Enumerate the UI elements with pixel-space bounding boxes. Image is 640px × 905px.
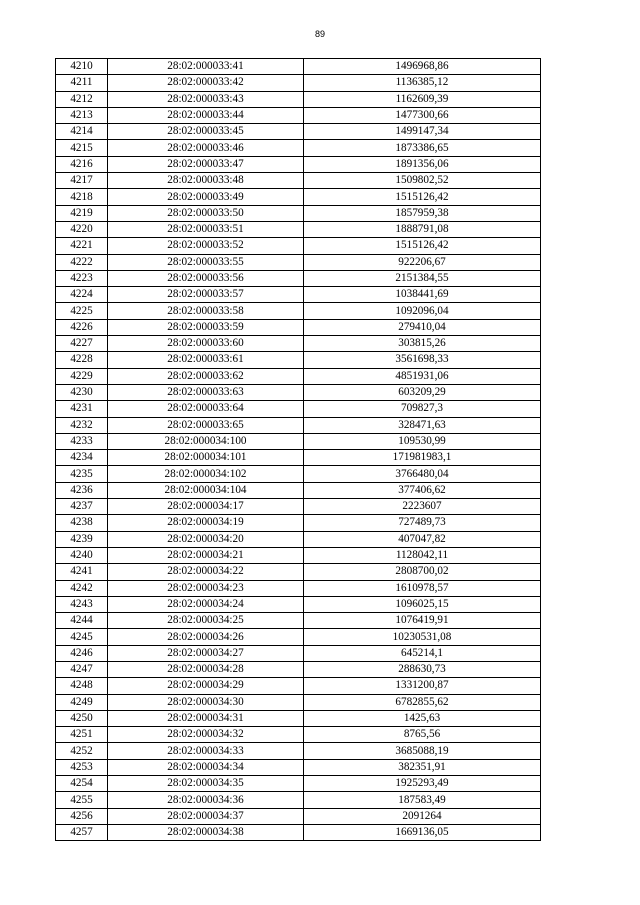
cadastral-value-cell: 727489,73: [304, 515, 541, 531]
row-number-cell: 4232: [56, 417, 108, 433]
table-row: [56, 238, 541, 254]
cadastral-number-cell: 28:02:000034:32: [108, 727, 304, 743]
table-row: [56, 401, 541, 417]
cadastral-number-cell: 28:02:000033:44: [108, 107, 304, 123]
cadastral-number-cell: 28:02:000033:57: [108, 287, 304, 303]
cadastral-value-cell: 2808700,02: [304, 564, 541, 580]
table-row: [56, 303, 541, 319]
table-row: [56, 629, 541, 645]
cadastral-number-cell: 28:02:000033:46: [108, 140, 304, 156]
table-row: [56, 270, 541, 286]
row-number-cell: 4242: [56, 580, 108, 596]
cadastral-value-cell: 303815,26: [304, 336, 541, 352]
cadastral-number-cell: 28:02:000034:102: [108, 466, 304, 482]
cadastral-value-cell: 1136385,12: [304, 75, 541, 91]
cadastral-value-cell: 288630,73: [304, 661, 541, 677]
cadastral-value-cell: 407047,82: [304, 531, 541, 547]
cadastral-number-cell: 28:02:000033:51: [108, 221, 304, 237]
cadastral-value-cell: 1499147,34: [304, 124, 541, 140]
cadastral-number-cell: 28:02:000033:61: [108, 352, 304, 368]
table-row: [56, 499, 541, 515]
row-number-cell: 4248: [56, 678, 108, 694]
row-number-cell: 4231: [56, 401, 108, 417]
cadastral-number-cell: 28:02:000033:45: [108, 124, 304, 140]
row-number-cell: 4223: [56, 270, 108, 286]
row-number-cell: 4230: [56, 384, 108, 400]
cadastral-value-cell: 3685088,19: [304, 743, 541, 759]
row-number-cell: 4243: [56, 596, 108, 612]
row-number-cell: 4219: [56, 205, 108, 221]
cadastral-value-cell: 1331200,87: [304, 678, 541, 694]
row-number-cell: 4235: [56, 466, 108, 482]
table-row: [56, 156, 541, 172]
row-number-cell: 4211: [56, 75, 108, 91]
cadastral-value-cell: 2151384,55: [304, 270, 541, 286]
table-row: [56, 694, 541, 710]
cadastral-value-cell: 3561698,33: [304, 352, 541, 368]
cadastral-value-cell: 1925293,49: [304, 776, 541, 792]
cadastral-number-cell: 28:02:000034:21: [108, 547, 304, 563]
table-row: [56, 466, 541, 482]
cadastral-number-cell: 28:02:000033:41: [108, 59, 304, 75]
row-number-cell: 4227: [56, 336, 108, 352]
cadastral-value-cell: 1076419,91: [304, 613, 541, 629]
table-row: [56, 336, 541, 352]
table-row: [56, 450, 541, 466]
cadastral-number-cell: 28:02:000033:62: [108, 368, 304, 384]
row-number-cell: 4250: [56, 710, 108, 726]
table-row: [56, 727, 541, 743]
row-number-cell: 4213: [56, 107, 108, 123]
cadastral-number-cell: 28:02:000033:63: [108, 384, 304, 400]
cadastral-number-cell: 28:02:000034:34: [108, 759, 304, 775]
row-number-cell: 4218: [56, 189, 108, 205]
cadastral-value-cell: 1891356,06: [304, 156, 541, 172]
row-number-cell: 4255: [56, 792, 108, 808]
row-number-cell: 4233: [56, 433, 108, 449]
cadastral-value-cell: 603209,29: [304, 384, 541, 400]
table-row: [56, 384, 541, 400]
table-row: [56, 564, 541, 580]
row-number-cell: 4249: [56, 694, 108, 710]
cadastral-value-cell: 377406,62: [304, 482, 541, 498]
table-row: [56, 433, 541, 449]
cadastral-value-table: [55, 58, 541, 841]
table-row: [56, 645, 541, 661]
table-row: [56, 91, 541, 107]
row-number-cell: 4210: [56, 59, 108, 75]
row-number-cell: 4229: [56, 368, 108, 384]
row-number-cell: 4215: [56, 140, 108, 156]
cadastral-value-cell: 187583,49: [304, 792, 541, 808]
cadastral-number-cell: 28:02:000034:17: [108, 499, 304, 515]
cadastral-number-cell: 28:02:000034:104: [108, 482, 304, 498]
cadastral-value-cell: 10230531,08: [304, 629, 541, 645]
table-row: [56, 792, 541, 808]
cadastral-value-cell: 1096025,15: [304, 596, 541, 612]
row-number-cell: 4251: [56, 727, 108, 743]
table-row: [56, 547, 541, 563]
cadastral-number-cell: 28:02:000033:52: [108, 238, 304, 254]
table-row: [56, 368, 541, 384]
row-number-cell: 4254: [56, 776, 108, 792]
row-number-cell: 4228: [56, 352, 108, 368]
table-row: [56, 776, 541, 792]
row-number-cell: 4234: [56, 450, 108, 466]
cadastral-value-cell: 1857959,38: [304, 205, 541, 221]
cadastral-number-cell: 28:02:000034:31: [108, 710, 304, 726]
cadastral-number-cell: 28:02:000034:37: [108, 808, 304, 824]
cadastral-value-cell: 2091264: [304, 808, 541, 824]
row-number-cell: 4226: [56, 319, 108, 335]
table-row: [56, 189, 541, 205]
row-number-cell: 4237: [56, 499, 108, 515]
cadastral-value-cell: 1509802,52: [304, 173, 541, 189]
cadastral-number-cell: 28:02:000033:43: [108, 91, 304, 107]
cadastral-number-cell: 28:02:000034:27: [108, 645, 304, 661]
cadastral-value-cell: 1162609,39: [304, 91, 541, 107]
cadastral-number-cell: 28:02:000033:59: [108, 319, 304, 335]
row-number-cell: 4216: [56, 156, 108, 172]
table-row: [56, 173, 541, 189]
cadastral-number-cell: 28:02:000034:29: [108, 678, 304, 694]
cadastral-value-cell: 709827,3: [304, 401, 541, 417]
row-number-cell: 4217: [56, 173, 108, 189]
table-row: [56, 205, 541, 221]
page-number: 89: [314, 29, 325, 39]
row-number-cell: 4221: [56, 238, 108, 254]
row-number-cell: 4224: [56, 287, 108, 303]
table-row: [56, 124, 541, 140]
row-number-cell: 4225: [56, 303, 108, 319]
cadastral-number-cell: 28:02:000034:33: [108, 743, 304, 759]
cadastral-number-cell: 28:02:000033:42: [108, 75, 304, 91]
row-number-cell: 4220: [56, 221, 108, 237]
row-number-cell: 4253: [56, 759, 108, 775]
cadastral-value-cell: 1496968,86: [304, 59, 541, 75]
table-row: [56, 140, 541, 156]
cadastral-value-cell: 328471,63: [304, 417, 541, 433]
table-row: [56, 287, 541, 303]
cadastral-number-cell: 28:02:000033:49: [108, 189, 304, 205]
cadastral-number-cell: 28:02:000033:65: [108, 417, 304, 433]
row-number-cell: 4240: [56, 547, 108, 563]
table-row: [56, 613, 541, 629]
table-row: [56, 596, 541, 612]
cadastral-number-cell: 28:02:000034:38: [108, 824, 304, 840]
cadastral-value-cell: 3766480,04: [304, 466, 541, 482]
table-row: [56, 352, 541, 368]
table-row: [56, 221, 541, 237]
cadastral-number-cell: 28:02:000033:64: [108, 401, 304, 417]
cadastral-value-cell: 1038441,69: [304, 287, 541, 303]
table-row: [56, 580, 541, 596]
cadastral-value-cell: 171981983,1: [304, 450, 541, 466]
cadastral-number-cell: 28:02:000033:50: [108, 205, 304, 221]
table-row: [56, 107, 541, 123]
cadastral-value-cell: 1515126,42: [304, 189, 541, 205]
table-row: [56, 710, 541, 726]
row-number-cell: 4236: [56, 482, 108, 498]
table-row: [56, 678, 541, 694]
cadastral-number-cell: 28:02:000033:47: [108, 156, 304, 172]
cadastral-value-cell: 4851931,06: [304, 368, 541, 384]
cadastral-number-cell: 28:02:000033:48: [108, 173, 304, 189]
cadastral-number-cell: 28:02:000034:25: [108, 613, 304, 629]
cadastral-number-cell: 28:02:000034:30: [108, 694, 304, 710]
row-number-cell: 4222: [56, 254, 108, 270]
cadastral-value-cell: 1888791,08: [304, 221, 541, 237]
table-row: [56, 254, 541, 270]
cadastral-number-cell: 28:02:000034:23: [108, 580, 304, 596]
row-number-cell: 4212: [56, 91, 108, 107]
row-number-cell: 4257: [56, 824, 108, 840]
cadastral-number-cell: 28:02:000033:58: [108, 303, 304, 319]
cadastral-value-cell: 1092096,04: [304, 303, 541, 319]
cadastral-value-cell: 2223607: [304, 499, 541, 515]
cadastral-value-cell: 8765,56: [304, 727, 541, 743]
table-row: [56, 759, 541, 775]
cadastral-number-cell: 28:02:000034:100: [108, 433, 304, 449]
table-row: [56, 531, 541, 547]
row-number-cell: 4238: [56, 515, 108, 531]
cadastral-number-cell: 28:02:000034:36: [108, 792, 304, 808]
table-row: [56, 515, 541, 531]
row-number-cell: 4214: [56, 124, 108, 140]
row-number-cell: 4247: [56, 661, 108, 677]
cadastral-value-cell: 382351,91: [304, 759, 541, 775]
table-row: [56, 319, 541, 335]
table-row: [56, 75, 541, 91]
cadastral-value-cell: 1610978,57: [304, 580, 541, 596]
row-number-cell: 4256: [56, 808, 108, 824]
cadastral-value-cell: 1669136,05: [304, 824, 541, 840]
cadastral-value-cell: 922206,67: [304, 254, 541, 270]
cadastral-number-cell: 28:02:000033:55: [108, 254, 304, 270]
cadastral-value-cell: 6782855,62: [304, 694, 541, 710]
cadastral-value-cell: 645214,1: [304, 645, 541, 661]
table-row: [56, 824, 541, 840]
row-number-cell: 4245: [56, 629, 108, 645]
cadastral-number-cell: 28:02:000034:35: [108, 776, 304, 792]
cadastral-number-cell: 28:02:000033:60: [108, 336, 304, 352]
cadastral-value-cell: 1425,63: [304, 710, 541, 726]
table-row: [56, 743, 541, 759]
table-row: [56, 482, 541, 498]
cadastral-number-cell: 28:02:000034:19: [108, 515, 304, 531]
cadastral-value-cell: 1128042,11: [304, 547, 541, 563]
row-number-cell: 4239: [56, 531, 108, 547]
table-body: [56, 59, 541, 841]
cadastral-value-cell: 1515126,42: [304, 238, 541, 254]
cadastral-number-cell: 28:02:000034:20: [108, 531, 304, 547]
table-row: [56, 59, 541, 75]
cadastral-value-cell: 1477300,66: [304, 107, 541, 123]
cadastral-number-cell: 28:02:000034:24: [108, 596, 304, 612]
row-number-cell: 4244: [56, 613, 108, 629]
row-number-cell: 4241: [56, 564, 108, 580]
cadastral-number-cell: 28:02:000034:101: [108, 450, 304, 466]
cadastral-number-cell: 28:02:000034:28: [108, 661, 304, 677]
row-number-cell: 4246: [56, 645, 108, 661]
cadastral-value-cell: 109530,99: [304, 433, 541, 449]
cadastral-number-cell: 28:02:000033:56: [108, 270, 304, 286]
cadastral-value-cell: 279410,04: [304, 319, 541, 335]
row-number-cell: 4252: [56, 743, 108, 759]
table-row: [56, 661, 541, 677]
cadastral-number-cell: 28:02:000034:22: [108, 564, 304, 580]
table-row: [56, 808, 541, 824]
table-row: [56, 417, 541, 433]
cadastral-value-cell: 1873386,65: [304, 140, 541, 156]
cadastral-number-cell: 28:02:000034:26: [108, 629, 304, 645]
